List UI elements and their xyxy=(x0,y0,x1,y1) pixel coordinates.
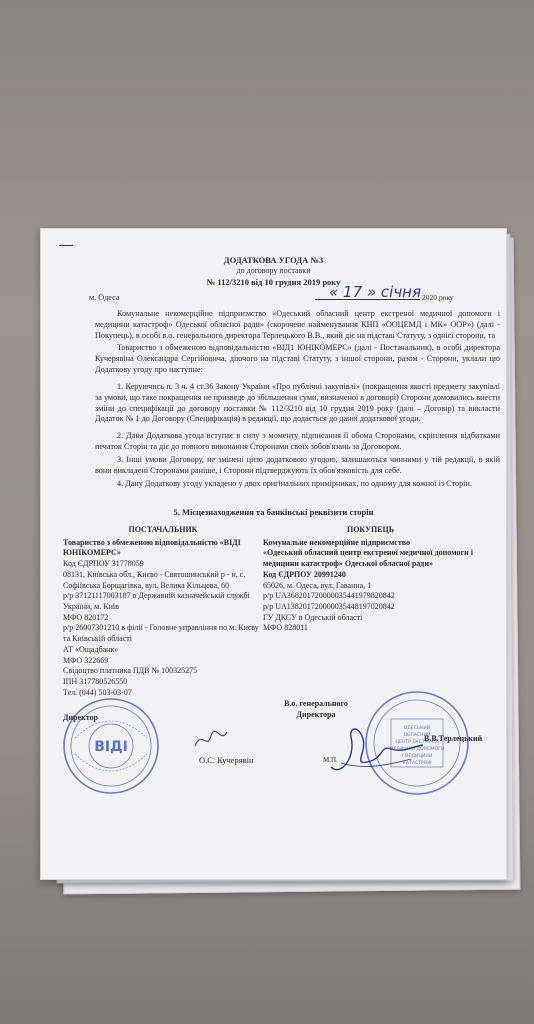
buyer-line: р/р UA138201720000035448197020842 xyxy=(263,602,395,612)
paragraph-clause-2: 2. Дана Додаткова угода вступає в силу з моменту підписання її обома Сторонами, скріплення відбитками печаток Сторін та діє до повного виконання Сторонами своїх зобов'язань за Договором. xyxy=(95,431,500,452)
supplier-stamp-logo: ВІДІ xyxy=(94,739,128,755)
document-page xyxy=(40,228,507,880)
supplier-heading: ПОСТАЧАЛЬНИК xyxy=(128,525,198,534)
city-label: м. Одеса xyxy=(89,293,120,302)
section-title: 5. Місцезнаходження та банківські реквізити сторін xyxy=(173,507,374,517)
buyer-line: ГУ ДКСУ в Одеській області xyxy=(263,612,363,622)
svg-text:ОДЕСЬКИЙ: ОДЕСЬКИЙ xyxy=(403,726,431,731)
svg-text:ЦЕНТР ЕКСТРЕНОЇ: ЦЕНТР ЕКСТРЕНОЇ xyxy=(395,740,439,745)
supplier-line: МФО 820172 xyxy=(63,612,109,622)
supplier-line: 08131, Київська обл., Києво - Святошинський р - н, с. Софіївська Борщагівка, вул. Велика Кільцева, 60 xyxy=(63,569,246,590)
paragraph-clause-3: 3. Інші умови Договору, не змінені цією додатковою угодою, залишаються чинними у тій редакції, в якій вони викладені Сторонами раніше, і Сторони підтверджують їх обов'язковість для себе. xyxy=(95,454,500,475)
corner-mark xyxy=(59,245,73,246)
buyer-name: «Одеський обласний центр екстреної медичної допомоги і медицини катастроф» Одеської обласної ради» xyxy=(263,548,473,569)
supplier-line: Тел. (044) 503-03-07 xyxy=(63,687,132,697)
supplier-signer: О.С. Кучерявін xyxy=(199,755,254,765)
buyer-code: Код ЄДРПОУ 20991240 xyxy=(263,569,346,579)
supplier-line: МФО 322669 xyxy=(63,655,109,665)
supplier-stamp xyxy=(61,696,161,796)
buyer-heading: ПОКУПЕЦЬ xyxy=(346,525,395,534)
document-title xyxy=(41,255,506,288)
buyer-sign-title-line-1: В.о. генерального xyxy=(284,699,348,708)
agreement-body xyxy=(95,309,500,491)
seal-place-label: М.П. xyxy=(323,756,338,764)
supplier-name: Товариство з обмеженою відповідальністю «ВІДІ ЮНІКОМЕРС» xyxy=(63,537,241,558)
paragraph-parties-buyer: Комунальне некомерційне підприємство «Одеський обласний центр екстреної медичної допомоги і медицини катастроф» Одеської обласної ради» (скорочене найменування КНП «ООЦЕМД і МК» ООР») (далі - Покупець), в особі в.о. генерального директора Терлецького В.В., який діє на підставі Статуту, з однієї сторони, та xyxy=(95,309,500,340)
supplier-details xyxy=(63,525,263,699)
buyer-line: р/р UA368201720000035441979820842 xyxy=(263,591,395,601)
paragraph-parties-supplier: Товариство з обмеженою відповідальністю «ВІД1 ЮНІКОМЕРС» (далі - Постачальник), в особі директора Кучерявіна Олександра Сергійовича, діючого на підставі Статуту, з іншої сторони, разом - Сторони, уклали цю Додаткову угоду про наступне: xyxy=(95,343,500,375)
supplier-sign-title: Директор xyxy=(63,713,98,722)
svg-text:І МЕДИЦИНИ: І МЕДИЦИНИ xyxy=(401,754,433,759)
supplier-line: ІПН 317780526550 xyxy=(63,677,128,687)
buyer-details xyxy=(263,525,478,634)
supplier-line: АТ «Ощадбанк» xyxy=(63,644,119,654)
svg-text:КАТАСТРОФ: КАТАСТРОФ xyxy=(402,761,432,766)
title-line-3: № 112/3210 від 10 грудня 2019 року xyxy=(206,276,341,287)
buyer-line: 65026, м. Одеса, вул. Гаванна, 1 xyxy=(263,580,372,590)
title-line-1: ДОДАТКОВА УГОДА №3 xyxy=(223,255,324,265)
supplier-line: р/р 37121117003187 в Державній казначейській службі України, м. Київ xyxy=(63,591,250,612)
buyer-signature xyxy=(311,717,431,782)
buyer-signer: В.В.Терлецький xyxy=(424,734,483,743)
supplier-line: Свідоцтво платника ПДВ № 100325275 xyxy=(63,666,198,676)
handwritten-date: « 17 » січня xyxy=(329,283,422,301)
supplier-line: Код ЄДРПОУ 31778059 xyxy=(63,559,144,569)
buyer-sign-title-line-2: Директора xyxy=(296,709,336,719)
paragraph-clause-1: 1. Керуючись п. 3 ч. 4 ст.36 Закону України «Про публічні закупівлі» (покращення якості предмету закупівлі за умови, що таке покращення не призведе до збільшення суми, визначеної в договорі) Сторони домовились внести зміни до специфікації до договору поставки № 112/3210 від 10 грудня 2019 року (далі – Договір) та викласти Додаток № 1 до Договору (Специфікація) в редакції, що додається до даної додаткової угоди. xyxy=(95,381,500,424)
svg-text:МЕДИЧНОЇ ДОПОМОГИ: МЕДИЧНОЇ ДОПОМОГИ xyxy=(389,747,445,752)
place-date-row xyxy=(89,283,469,303)
year-label: 2020 року xyxy=(422,293,454,302)
paragraph-clause-4: 4. Дану Додаткову угоду укладено у двох оригінальних примірниках, по одному для кожної із Сторін. xyxy=(117,478,472,488)
title-line-2: до договору поставки xyxy=(236,266,311,276)
supplier-signature xyxy=(191,724,231,754)
svg-text:ОБЛАСНИЙ: ОБЛАСНИЙ xyxy=(403,733,431,738)
buyer-org-type: Комунальне некомерційне підприємство xyxy=(263,537,411,547)
buyer-line: МФО 828011 xyxy=(263,623,308,633)
supplier-line: р/р 26007301210 в філії - Головне управління по м. Києву та Київській області xyxy=(63,623,259,644)
